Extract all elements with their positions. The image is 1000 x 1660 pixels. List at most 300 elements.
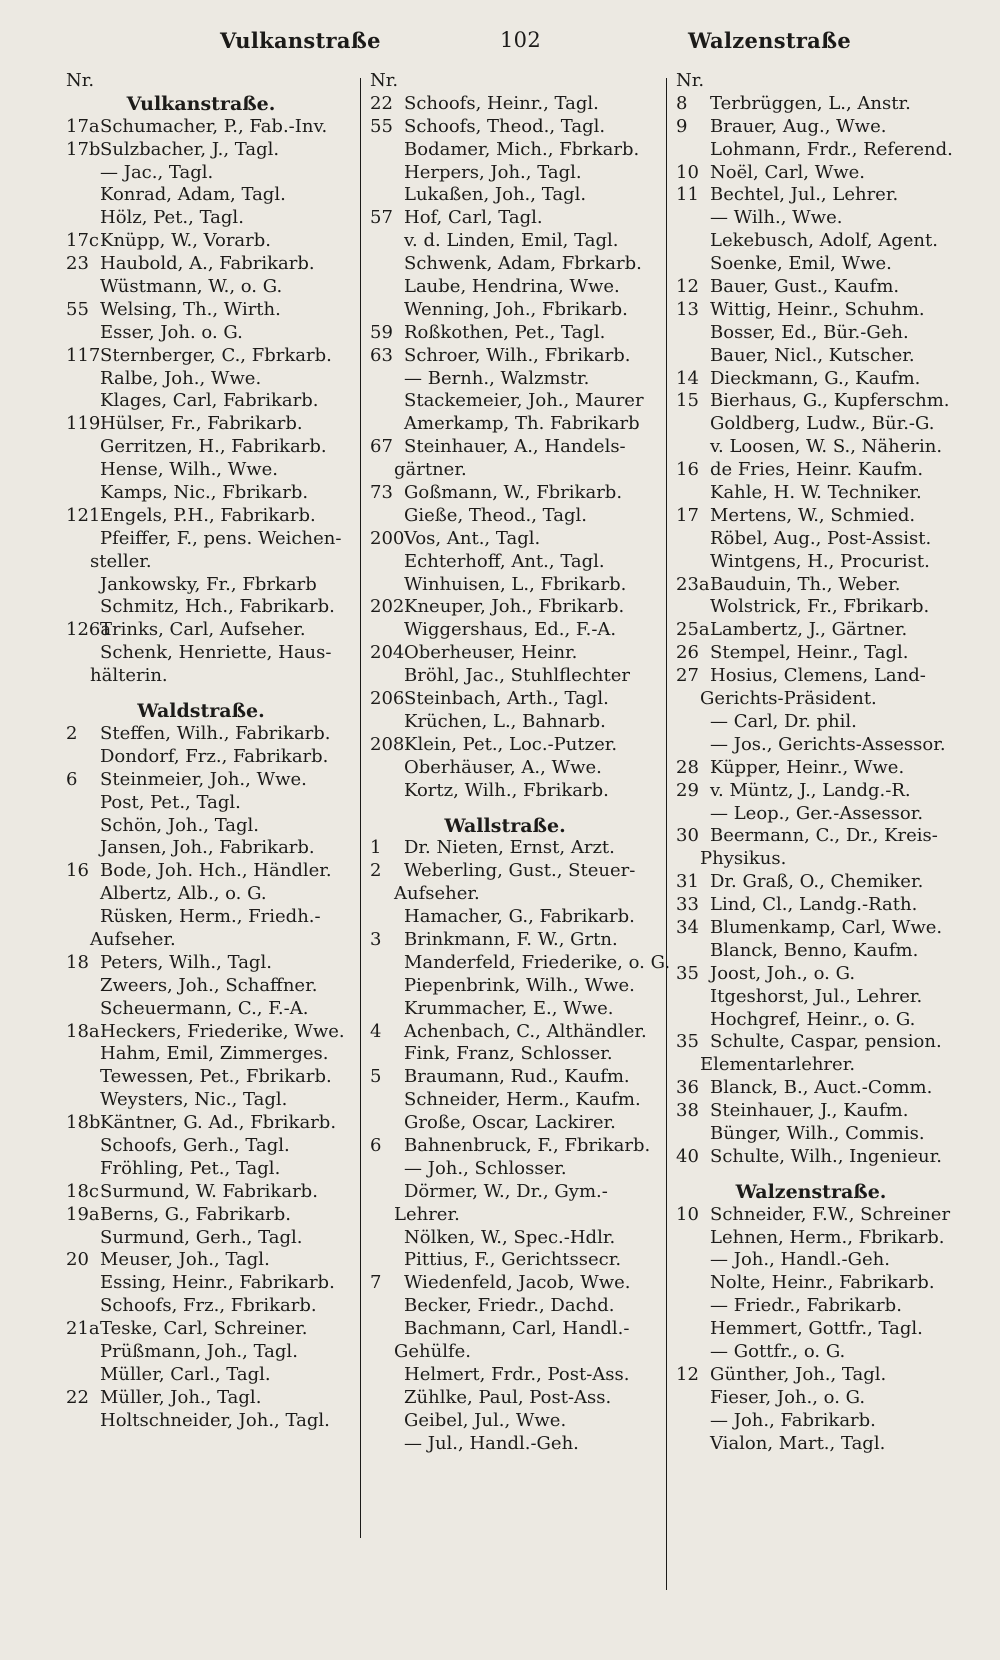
resident-entry: Noël, Carl, Wwe. [710,161,866,183]
directory-entry [676,1009,976,1032]
house-number: 12 [676,1363,699,1385]
resident-entry: Hemmert, Gottfr., Tagl. [710,1318,923,1340]
directory-entry [66,1227,366,1250]
directory-entry [370,1089,670,1112]
resident-entry: Kneuper, Joh., Fbrikarb. [404,596,625,618]
resident-entry: Schoofs, Theod., Tagl. [404,115,606,137]
column-3 [676,70,976,1455]
resident-entry: Hof, Carl, Tagl. [404,207,543,229]
resident-entry: Welsing, Th., Wirth. [100,298,281,320]
resident-entry: Fröhling, Pet., Tagl. [100,1157,281,1179]
street-heading: Wallstraße. [444,814,566,837]
resident-entry: Krüchen, L., Bahnarb. [404,710,606,732]
directory-entry [676,642,976,665]
resident-entry: Dieckmann, G., Kaufm. [710,367,921,389]
directory-entry [676,505,976,528]
street-heading: Waldstraße. [137,700,265,723]
resident-entry: — Joh., Handl.-Geh. [710,1249,890,1271]
resident-entry: Soenke, Emil, Wwe. [710,253,892,275]
resident-entry: Amerkamp, Th. Fabrikarb [404,413,640,435]
directory-entry [66,116,366,139]
directory-entry [66,1318,366,1341]
resident-entry: Konrad, Adam, Tagl. [100,184,286,206]
directory-entry [370,1135,670,1158]
directory-entry [676,368,976,391]
resident-entry: Vos, Ant., Tagl. [404,527,541,549]
directory-entry [370,975,670,998]
directory-entry [370,1295,670,1318]
directory-entry [370,688,670,711]
resident-entry: Sulzbacher, J., Tagl. [100,138,280,160]
directory-entry [370,1318,670,1341]
resident-entry: Wüstmann, W., o. G. [100,276,283,298]
directory-entry [370,1364,670,1387]
directory-entry [370,299,670,322]
house-number: 34 [676,916,699,938]
resident-entry: Meuser, Joh., Tagl. [100,1249,270,1271]
directory-entry [370,1410,670,1433]
directory-entry [370,780,670,803]
entry-text: steller. [90,550,152,572]
house-number: 18c [66,1180,99,1202]
house-number: 18a [66,1020,100,1042]
resident-entry: Becker, Friedr., Dachd. [404,1295,615,1317]
resident-entry: Scheuermann, C., F.-A. [100,997,309,1019]
entry-text: Gehülfe. [394,1340,472,1362]
resident-entry: Oberhäuser, A., Wwe. [404,756,602,778]
entry-continuation [370,459,670,482]
directory-entry [676,436,976,459]
resident-entry: Heckers, Friederike, Wwe. [100,1020,345,1042]
resident-entry: Bachmann, Carl, Handl.- [404,1318,630,1340]
directory-entry [66,1112,366,1135]
directory-entry [370,1158,670,1181]
resident-entry: Wiedenfeld, Jacob, Wwe. [404,1272,631,1294]
resident-entry: Lohmann, Frdr., Referend. [710,138,953,160]
resident-entry: Piepenbrink, Wilh., Wwe. [404,974,635,996]
directory-entry [676,940,976,963]
resident-entry: Wintgens, H., Procurist. [710,550,930,572]
column-1 [66,70,366,1433]
resident-entry: Fink, Franz, Schlosser. [404,1043,613,1065]
house-number: 25a [676,619,710,641]
resident-entry: Schumacher, P., Fab.-Inv. [100,115,328,137]
directory-entry [676,93,976,116]
resident-entry: Röbel, Aug., Post-Assist. [710,527,932,549]
resident-entry: Blanck, B., Auct.-Comm. [710,1077,933,1099]
house-number: 9 [676,115,688,137]
resident-entry: Essing, Heinr., Fabrikarb. [100,1272,335,1294]
directory-entry [676,1227,976,1250]
resident-entry: Hamacher, G., Fabrikarb. [404,906,635,928]
resident-entry: Bechtel, Jul., Lehrer. [710,184,899,206]
directory-entry [676,1100,976,1123]
number-column-label: Nr. [676,70,705,91]
resident-entry: Blanck, Benno, Kaufm. [710,939,919,961]
directory-entry [370,1066,670,1089]
resident-entry: Bosser, Ed., Bür.-Geh. [710,321,909,343]
resident-entry: Berns, G., Fabrikarb. [100,1203,292,1225]
directory-entry [676,551,976,574]
entry-text: Gerichts-Präsident. [700,688,877,710]
house-number: 35 [676,1031,699,1053]
directory-entry [66,322,366,345]
resident-entry: Dr. Graß, O., Chemiker. [710,871,924,893]
resident-entry: Krummacher, E., Wwe. [404,997,614,1019]
entry-text: Aufseher. [394,883,480,905]
number-column-label: Nr. [66,70,95,91]
resident-entry: Bröhl, Jac., Stuhlflechter [404,665,630,687]
resident-entry: Jankowsky, Fr., Fbrkarb [100,573,317,595]
resident-entry: Steinhauer, J., Kaufm. [710,1100,909,1122]
resident-entry: Lambertz, J., Gärtner. [710,619,908,641]
house-number: 16 [66,860,89,882]
directory-entry [676,322,976,345]
resident-entry: Jansen, Joh., Fabrikarb. [100,837,315,859]
house-number: 63 [370,344,393,366]
entry-text: gärtner. [394,459,467,481]
resident-entry: Itgeshorst, Jul., Lehrer. [710,985,923,1007]
resident-entry: Laube, Hendrina, Wwe. [404,276,620,298]
resident-entry: Schneider, F.W., Schreiner [710,1203,951,1225]
resident-entry: Echterhoff, Ant., Tagl. [404,550,605,572]
directory-entry [66,1043,366,1066]
entry-text: Elementarlehrer. [700,1054,856,1076]
house-number: 55 [66,298,89,320]
directory-entry [66,184,366,207]
resident-entry: — Joh., Fabrikarb. [710,1409,876,1431]
house-number: 23a [676,573,710,595]
resident-entry: Bode, Joh. Hch., Händler. [100,860,332,882]
directory-entry [370,93,670,116]
resident-entry: Küpper, Heinr., Wwe. [710,756,905,778]
resident-entry: Goldberg, Ludw., Bür.-G. [710,413,935,435]
house-number: 13 [676,298,699,320]
directory-entry [66,883,366,906]
directory-entry [66,596,366,619]
house-number: 17b [66,138,101,160]
resident-entry: Ralbe, Joh., Wwe. [100,367,262,389]
directory-entry [676,1272,976,1295]
directory-entry [676,619,976,642]
directory-entry [66,746,366,769]
directory-entry [676,1364,976,1387]
resident-entry: Goßmann, W., Fbrikarb. [404,482,623,504]
section-gap [370,803,670,815]
resident-entry: Hense, Wilh., Wwe. [100,459,279,481]
house-number: 2 [370,860,382,882]
directory-entry [66,207,366,230]
directory-entry [370,929,670,952]
resident-entry: Zühlke, Paul, Post-Ass. [404,1386,612,1408]
entry-text: Physikus. [700,848,787,870]
house-number: 38 [676,1100,699,1122]
directory-entry [66,139,366,162]
directory-entry [676,780,976,803]
resident-entry: Manderfeld, Friederike, o. G. [404,951,670,973]
directory-entry [676,413,976,436]
house-number: 1 [370,837,382,859]
resident-entry: Klages, Carl, Fabrikarb. [100,390,319,412]
resident-entry: Pittius, F., Gerichtssecr. [404,1249,622,1271]
resident-entry: Schneider, Herm., Kaufm. [404,1089,641,1111]
directory-entry [66,906,366,929]
directory-entry [66,619,366,642]
resident-entry: Lehnen, Herm., Fbrikarb. [710,1226,945,1248]
directory-entry [676,1077,976,1100]
resident-entry: Teske, Carl, Schreiner. [100,1318,308,1340]
directory-entry [676,1295,976,1318]
directory-entry [370,162,670,185]
directory-entry [676,665,976,688]
resident-entry: Esser, Joh. o. G. [100,321,243,343]
resident-entry: Kahle, H. W. Techniker. [710,482,922,504]
directory-entry [676,1387,976,1410]
directory-entry [370,345,670,368]
house-number: 17a [66,115,100,137]
resident-entry: — Leop., Ger.-Assessor. [710,802,924,824]
resident-entry: Wenning, Joh., Fbrikarb. [404,298,628,320]
resident-entry: Brinkmann, F. W., Grtn. [404,928,618,950]
resident-entry: Brauer, Aug., Wwe. [710,115,887,137]
resident-entry: Braumann, Rud., Kaufm. [404,1066,630,1088]
directory-entry [66,1387,366,1410]
directory-entry [66,1135,366,1158]
entry-continuation [66,929,366,952]
resident-entry: Steinbach, Arth., Tagl. [404,688,609,710]
resident-entry: Steffen, Wilh., Fabrikarb. [100,722,331,744]
resident-entry: Kamps, Nic., Fbrikarb. [100,482,309,504]
directory-entry [676,963,976,986]
resident-entry: Engels, P.H., Fabrikarb. [100,504,316,526]
directory-entry [676,207,976,230]
resident-entry: — Joh., Schlosser. [404,1157,567,1179]
directory-entry [66,837,366,860]
resident-entry: Müller, Carl., Tagl. [100,1363,271,1385]
house-number: 12 [676,276,699,298]
resident-entry: Steinmeier, Joh., Wwe. [100,768,307,790]
house-number: 35 [676,962,699,984]
directory-entry [676,253,976,276]
directory-entry [66,723,366,746]
directory-entry [66,792,366,815]
resident-entry: Schoofs, Heinr., Tagl. [404,92,599,114]
directory-entry [66,1295,366,1318]
directory-entry [66,1021,366,1044]
entry-continuation [370,1204,670,1227]
resident-entry: Surmund, Gerh., Tagl. [100,1226,303,1248]
house-number: 27 [676,665,699,687]
directory-entry [370,436,670,459]
street-heading: Vulkanstraße. [126,92,276,115]
directory-entry [66,1089,366,1112]
directory-entry [66,230,366,253]
directory-entry [370,642,670,665]
resident-entry: Hochgref, Heinr., o. G. [710,1008,916,1030]
directory-entry [370,665,670,688]
directory-entry [676,162,976,185]
house-number: 6 [370,1134,382,1156]
resident-entry: Terbrüggen, L., Anstr. [710,92,911,114]
directory-entry [66,162,366,185]
resident-entry: Joost, Joh., o. G. [710,962,856,984]
directory-entry [66,1341,366,1364]
directory-entry [66,975,366,998]
house-number: 29 [676,779,699,801]
directory-entry [66,1204,366,1227]
house-number: 6 [66,768,78,790]
resident-entry: Schulte, Caspar, pension. [710,1031,942,1053]
resident-entry: Schoofs, Frz., Fbrikarb. [100,1295,317,1317]
directory-entry [676,1410,976,1433]
directory-entry [676,825,976,848]
resident-entry: Vialon, Mart., Tagl. [710,1432,886,1454]
resident-entry: Bierhaus, G., Kupferschm. [710,390,950,412]
resident-entry: Surmund, W. Fabrikarb. [100,1180,318,1202]
resident-entry: Pfeiffer, F., pens. Weichen- [100,527,342,549]
house-number: 14 [676,367,699,389]
directory-entry [66,998,366,1021]
directory-entry [676,574,976,597]
house-number: 22 [66,1386,89,1408]
resident-entry: Hülser, Fr., Fabrikarb. [100,413,303,435]
directory-entry [676,711,976,734]
house-number: 18b [66,1112,101,1134]
directory-entry [676,345,976,368]
entry-continuation [676,848,976,871]
house-number: 55 [370,115,393,137]
resident-entry: Geibel, Jul., Wwe. [404,1409,567,1431]
resident-entry: de Fries, Heinr. Kaufm. [710,459,924,481]
resident-entry: Nolte, Heinr., Fabrikarb. [710,1272,935,1294]
directory-entry [370,1181,670,1204]
resident-entry: Hosius, Clemens, Land- [710,665,926,687]
directory-entry [370,1272,670,1295]
directory-entry [370,1387,670,1410]
house-number: 119 [66,413,101,435]
house-number: 11 [676,184,699,206]
house-number: 67 [370,436,393,458]
house-number: 17c [66,230,99,252]
house-number: 202 [370,596,405,618]
resident-entry: — Gottfr., o. G. [710,1340,846,1362]
directory-entry [66,1066,366,1089]
directory-entry [370,1249,670,1272]
resident-entry: — Carl, Dr. phil. [710,710,857,732]
resident-entry: Bahnenbruck, F., Fbrikarb. [404,1134,651,1156]
resident-entry: v. d. Linden, Emil, Tagl. [404,230,619,252]
directory-entry [676,1204,976,1227]
directory-entry [66,1158,366,1181]
directory-entry [66,1181,366,1204]
house-number: 40 [676,1145,699,1167]
directory-entry [66,299,366,322]
directory-entry [66,253,366,276]
house-number: 200 [370,527,405,549]
resident-entry: Holtschneider, Joh., Tagl. [100,1409,330,1431]
resident-entry: — Friedr., Fabrikarb. [710,1295,902,1317]
resident-entry: — Bernh., Walzmstr. [404,367,590,389]
resident-entry: Schoofs, Gerh., Tagl. [100,1134,290,1156]
house-number: 2 [66,722,78,744]
number-column-label: Nr. [370,70,399,91]
resident-entry: Dondorf, Frz., Fabrikarb. [100,745,329,767]
directory-entry [676,116,976,139]
resident-entry: Hahm, Emil, Zimmerges. [100,1043,329,1065]
house-number: 10 [676,161,699,183]
directory-entry [370,1043,670,1066]
resident-entry: — Wilh., Wwe. [710,207,843,229]
resident-entry: Weberling, Gust., Steuer- [404,860,636,882]
resident-entry: Knüpp, W., Vorarb. [100,230,272,252]
section-gap [66,688,366,700]
directory-entry [370,551,670,574]
directory-entry [676,1123,976,1146]
directory-entry [676,139,976,162]
directory-entry [370,860,670,883]
resident-entry: Lind, Cl., Landg.-Rath. [710,894,918,916]
directory-entry [66,368,366,391]
resident-entry: Käntner, G. Ad., Fbrikarb. [100,1112,337,1134]
directory-entry [370,1433,670,1456]
column-2 [370,70,670,1455]
directory-entry [370,528,670,551]
directory-entry [370,413,670,436]
directory-entry [370,368,670,391]
house-number: 8 [676,92,688,114]
resident-entry: Herpers, Joh., Tagl. [404,161,582,183]
resident-entry: Nölken, W., Spec.-Hdlr. [404,1226,616,1248]
directory-entry [370,1227,670,1250]
directory-entry [370,596,670,619]
entry-continuation [676,688,976,711]
resident-entry: Wiggershaus, Ed., F.-A. [404,619,617,641]
directory-entry [676,986,976,1009]
resident-entry: Günther, Joh., Tagl. [710,1363,887,1385]
directory-entry [370,837,670,860]
house-number: 208 [370,733,405,755]
house-number: 121 [66,504,101,526]
entry-continuation [66,551,366,574]
resident-entry: Rüsken, Herm., Friedh.- [100,906,321,928]
resident-entry: Hölz, Pet., Tagl. [100,207,244,229]
house-number: 26 [676,642,699,664]
resident-entry: Große, Oscar, Lackirer. [404,1112,616,1134]
running-head-right: Walzenstraße [688,28,852,53]
directory-entry [66,952,366,975]
street-heading: Walzenstraße. [735,1180,887,1203]
directory-entry [676,1433,976,1456]
house-number: 16 [676,459,699,481]
house-number: 28 [676,756,699,778]
house-number: 126a [66,619,112,641]
house-number: 7 [370,1272,382,1294]
house-number: 15 [676,390,699,412]
directory-entry [676,184,976,207]
directory-entry [676,1031,976,1054]
directory-entry [676,528,976,551]
directory-entry [66,413,366,436]
directory-entry [66,276,366,299]
running-head-left: Vulkanstraße [220,28,381,53]
house-number: 3 [370,928,382,950]
house-number: 5 [370,1066,382,1088]
resident-entry: Weysters, Nic., Tagl. [100,1089,288,1111]
directory-entry [676,1249,976,1272]
resident-entry: — Jos., Gerichts-Assessor. [710,733,946,755]
directory-entry [66,1364,366,1387]
resident-entry: Dr. Nieten, Ernst, Arzt. [404,837,615,859]
